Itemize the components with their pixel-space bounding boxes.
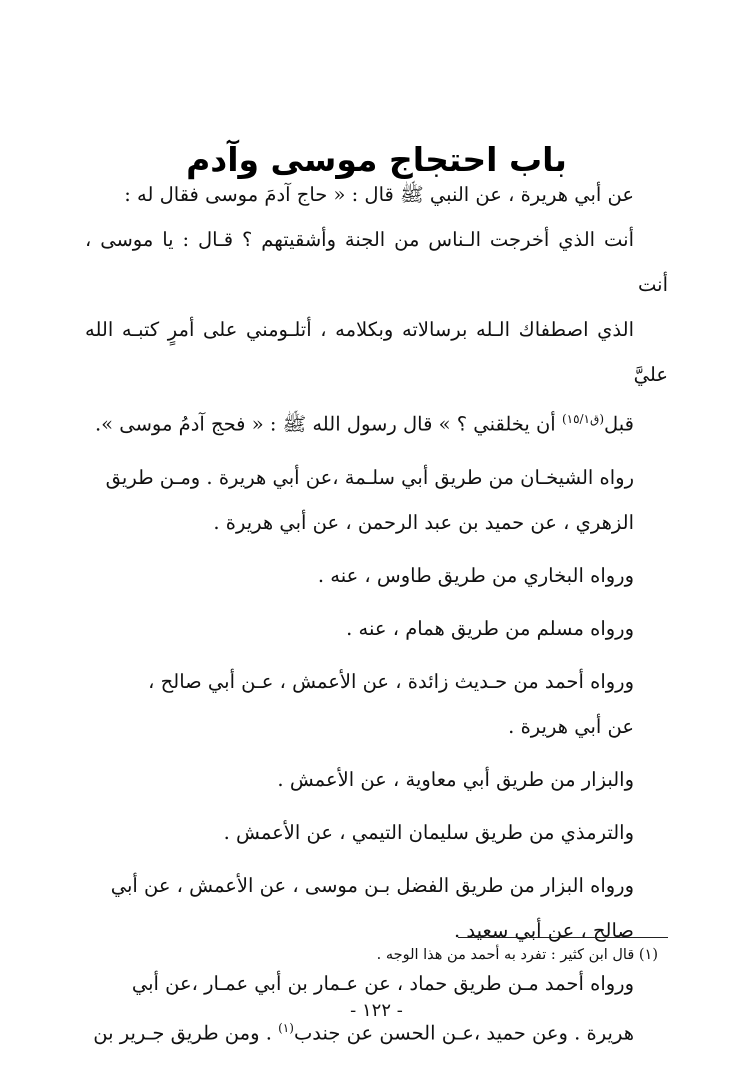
takhrij-paragraph <box>85 810 668 855</box>
text-line: ورواه البخاري من طريق طاوس ، عنه . <box>317 563 634 587</box>
text-line: والترمذي من طريق سليمان التيمي ، عن الأعمش . <box>223 820 634 844</box>
text-line: أنت الذي أخرجت الـناس من الجنة وأشقيتهم ؟ قـال : يا موسى ، أنت <box>85 228 668 296</box>
main-text <box>85 172 668 1055</box>
chapter-title: باب احتجاج موسى وآدم <box>186 140 567 180</box>
footnote: (١) قال ابن كثير : تفرد به أحمد من هذا الوجه . <box>376 947 658 963</box>
text-line: صالح ، عن أبي سعيد . <box>454 918 634 942</box>
page-number: - ١٢٢ - <box>350 1000 403 1021</box>
text-line: عن أبي هريرة ، عن النبي ﷺ قال : « حاج آدمَ موسى فقال له : <box>124 183 634 206</box>
text-fragment: أن يخلقني ؟ » قال رسول الله ﷺ : « فحج آدمُ موسى ». <box>94 412 556 436</box>
text-line: ورواه مسلم من طريق همام ، عنه . <box>346 616 634 640</box>
text-fragment: . ومن طريق جـرير بن <box>93 1021 272 1044</box>
hadith-paragraph <box>85 172 668 447</box>
text-line: ورواه أحمد من حـديث زائدة ، عن الأعمش ، عـن أبي صالح ، <box>148 669 634 693</box>
footnote-ref: (١) <box>278 1020 294 1035</box>
text-line: الزهري ، عن حميد بن عبد الرحمن ، عن أبي هريرة . <box>213 510 634 534</box>
takhrij-paragraph <box>85 455 668 545</box>
takhrij-paragraph <box>85 863 668 953</box>
takhrij-paragraph <box>85 553 668 598</box>
takhrij-paragraph <box>85 606 668 651</box>
text-line: ورواه البزار من طريق الفضل بـن موسى ، عن الأعمش ، عن أبي <box>110 873 634 897</box>
footnote-separator <box>458 937 668 938</box>
text-line: ورواه أحمد مـن طريق حماد ، عن عـمار بن أبي عمـار ،عن أبي <box>131 971 634 995</box>
text-fragment: قبل <box>604 412 634 436</box>
text-line: الذي اصطفاك الـله برسالاته وبكلامه ، أتلـومني على أمرٍ كتبـه الله عليَّ <box>85 318 668 386</box>
text-fragment: هريرة . وعن حميد ،عـن الحسن عن جندب <box>293 1021 634 1044</box>
manuscript-marker: (ق١٥/١) <box>561 412 605 426</box>
takhrij-paragraph <box>85 659 668 749</box>
takhrij-paragraph <box>85 757 668 802</box>
text-line: والبزار من طريق أبي معاوية ، عن الأعمش . <box>277 767 634 791</box>
text-line: عن أبي هريرة . <box>508 714 634 738</box>
text-line <box>85 397 668 447</box>
text-line: رواه الشيخـان من طريق أبي سلـمة ،عن أبي هريرة . ومـن طريق <box>105 465 634 489</box>
